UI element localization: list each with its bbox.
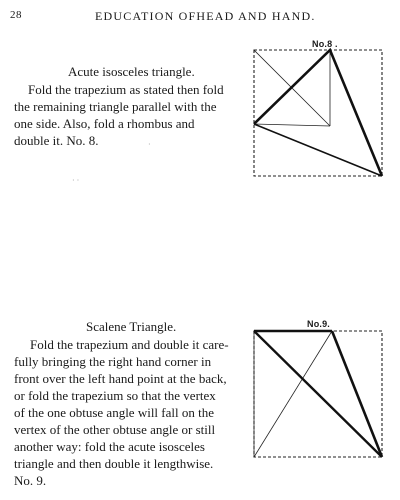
figure-no-9-diagram bbox=[250, 327, 386, 461]
body-line: Fold the trapezium as stated then fold bbox=[28, 82, 224, 97]
body-line: Fold the trapezium and double it care- bbox=[30, 337, 229, 352]
body-line: No. 9. bbox=[14, 473, 47, 488]
body-line: another way: fold the acute isosceles bbox=[14, 439, 205, 454]
body-line: or fold the trapezium so that the vertex bbox=[14, 388, 216, 403]
page-number: 28 bbox=[10, 9, 22, 21]
body-line: vertex of the other obtuse angle or still bbox=[14, 422, 216, 437]
body-line: the remaining triangle parallel with the bbox=[14, 99, 217, 114]
figure-label: No.8 . bbox=[312, 39, 338, 49]
body-line: triangle and then double it lengthwise. bbox=[14, 456, 214, 471]
body-line: double it. No. 8. bbox=[14, 133, 99, 148]
section-heading: Acute isosceles triangle. bbox=[68, 64, 195, 79]
running-head: EDUCATION OFHEAD AND HAND. bbox=[95, 9, 316, 23]
section-heading: Scalene Triangle. bbox=[86, 319, 177, 334]
print-speck: · bbox=[148, 140, 151, 149]
body-line: fully bringing the right hand corner in bbox=[14, 354, 212, 369]
body-line: front over the left hand point at the back, bbox=[14, 371, 227, 386]
figure-no-8-diagram bbox=[250, 46, 386, 178]
body-line: one side. Also, fold a rhombus and bbox=[14, 116, 195, 131]
body-line: of the one obtuse angle will fall on the bbox=[14, 405, 215, 420]
print-speck: · · bbox=[72, 176, 80, 185]
figure-label: No.9. bbox=[307, 319, 331, 329]
